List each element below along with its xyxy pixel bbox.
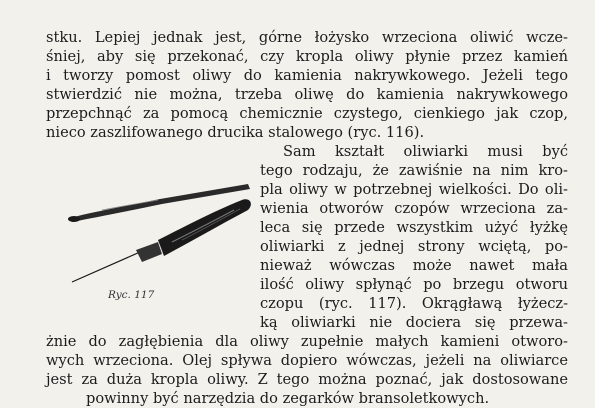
text-line: przepchnąć za pomocą chemicznie czystego, cienkiego jak czop, <box>46 105 568 122</box>
text-line: Sam kształt oliwiarki musi być <box>283 143 568 160</box>
text-line: czopu (ryc. 117). Okrągławą łyżecz- <box>260 295 568 312</box>
text-line: ilość oliwy spłynąć po brzegu otworu <box>260 276 568 293</box>
text-line: nieważ wówczas może nawet mała <box>260 257 568 274</box>
text-line: nieco zaszlifowanego drucika stalowego (ryc. 116). <box>46 124 425 141</box>
figure-caption: Ryc. 117 <box>108 289 155 301</box>
text-line: leca się przede wszystkim użyć łyżkę <box>260 219 568 236</box>
text-line: jest za duża kropla oliwy. Z tego można poznać, jak dostosowane <box>46 371 568 388</box>
oiler-tool-illustration <box>62 182 254 292</box>
text-line: stwierdzić nie można, trzeba oliwę do kamienia nakrywkowego <box>46 86 568 103</box>
text-line: pla oliwy w potrzebnej wielkości. Do oli- <box>260 181 568 198</box>
text-line: śniej, aby się przekonać, czy kropla oliwy płynie przez kamień <box>46 48 568 65</box>
text-line: powinny być narzędzia do zegarków bransoletkowych. <box>86 390 490 407</box>
text-line: wienia otworów czopów wrzeciona za- <box>260 200 568 217</box>
text-line: ką oliwiarki nie dociera się przewa- <box>260 314 568 331</box>
text-line: oliwiarki z jednej strony wciętą, po- <box>260 238 568 255</box>
text-line: żnie do zagłębienia dla oliwy zupełnie małych kamieni otworo- <box>46 333 568 350</box>
text-line: tego rodzaju, że zawiśnie na nim kro- <box>260 162 568 179</box>
text-line: wych wrzeciona. Olej spływa dopiero wówczas, jeżeli na oliwiarce <box>46 352 568 369</box>
text-line: i tworzy pomost oliwy do kamienia nakrywkowego. Jeżeli tego <box>46 67 568 84</box>
text-line: stku. Lepiej jednak jest, górne łożysko wrzeciona oliwić wcze- <box>46 29 568 46</box>
